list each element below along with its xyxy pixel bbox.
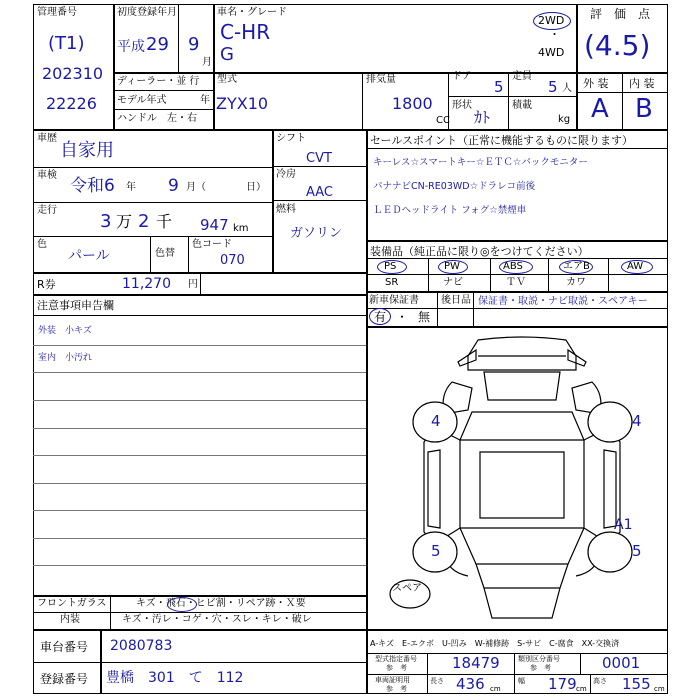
katashiki-label: 型式: [217, 74, 237, 85]
shodo-label: 初度登録年月: [117, 7, 177, 18]
month-unit: 月: [202, 57, 212, 68]
shaken-sho-sankou: 参 考: [386, 685, 407, 693]
kg: kg: [558, 114, 571, 125]
kohin-label: 後日品: [441, 295, 471, 306]
haba: 179: [548, 675, 577, 693]
man: 万: [116, 212, 133, 231]
kanri-num: 22226: [46, 94, 97, 113]
mark-front-left: 4: [431, 412, 441, 430]
shaken-month: 9: [168, 176, 179, 196]
ruibetsu: 0001: [602, 654, 641, 672]
equipment-label: 装備品（純正品に限り◎をつけてください）: [370, 245, 589, 258]
mark-rear-right: 5: [632, 542, 642, 560]
naga-cm: cm: [490, 685, 501, 693]
damage-legend: A-キズ E-エクボ U-凹み W-補修跡 S-サビ C-腐食 XX-交換済: [370, 639, 620, 648]
equip-leather: カワ: [566, 277, 586, 288]
notes-label: 注意事項申告欄: [37, 299, 114, 312]
recycle-value: 11,270: [122, 276, 171, 292]
katashiki: ZYX10: [216, 94, 269, 113]
spare-label: スペア: [392, 583, 422, 594]
kanri-code: (T1): [48, 33, 85, 54]
touroku-label: 登録番号: [40, 672, 89, 686]
gaiso-grade: A: [591, 94, 609, 124]
notes-line-1: 外装 小キズ: [38, 326, 92, 336]
kanri-label: 管理番号: [37, 7, 77, 18]
sen: 千: [156, 212, 173, 231]
irogae-label: 色替: [155, 248, 175, 259]
equip-airbag: エアB: [563, 261, 590, 272]
shareki-label: 車歴: [37, 133, 57, 144]
equip-abs: ABS: [503, 261, 523, 272]
naiso-options: キズ・汚レ・コゲ・穴・スレ・キレ・破レ: [122, 614, 312, 625]
recycle-label: R券: [37, 278, 56, 291]
naga-label: 長さ: [430, 677, 444, 685]
selling-label: セールスポイント（正常に機能するものに限ります）: [370, 134, 634, 147]
haba-cm: cm: [576, 685, 587, 693]
color-code-label: 色コード: [192, 239, 232, 250]
soko-label: 走行: [37, 205, 57, 216]
year: 29: [146, 34, 169, 55]
mark-front-right: 4: [632, 412, 642, 430]
equip-aw: AW: [627, 261, 644, 272]
teiin-unit: 人: [562, 83, 572, 94]
warranty-yes: 有: [374, 310, 387, 324]
drive-dot: ・: [549, 28, 560, 41]
kohin: 保証書・取説・ナビ取説・スペアキー: [478, 296, 648, 307]
car-name: C-HR: [220, 20, 271, 44]
mark-rear-left: 5: [431, 542, 441, 560]
shadai-label: 車台番号: [40, 640, 89, 654]
equip-tv: ＴＶ: [506, 277, 526, 288]
teiin-label: 定員: [512, 71, 532, 82]
drive-4wd: 4WD: [538, 46, 565, 59]
dealer-label: ディーラー・並 行: [117, 76, 200, 87]
iro: パール: [68, 248, 110, 264]
naiso-options-label: 内装: [60, 614, 80, 625]
cc: CC: [436, 115, 450, 126]
warranty-label: 新車保証書: [369, 295, 419, 306]
sha-label: 車名・グレード: [217, 7, 287, 18]
keijo-label: 形状: [452, 100, 472, 111]
notes-line-2: 室内 小汚れ: [38, 353, 93, 363]
soko-rest: 947: [200, 216, 229, 234]
grade: G: [220, 44, 234, 65]
shaken-sho-label: 車両証明用: [375, 676, 410, 684]
ruibetsu-sankou: 参 考: [530, 664, 551, 672]
nenryo: ガソリン: [290, 226, 343, 241]
door-label: ドア: [452, 71, 472, 82]
soko-man: 3: [100, 211, 112, 232]
shareki: 自家用: [60, 140, 114, 161]
taka: 155: [622, 675, 651, 693]
haba-label: 幅: [518, 677, 525, 685]
reikyaku-label: 冷房: [276, 169, 296, 180]
equip-pw: PW: [444, 261, 460, 272]
door: 5: [494, 78, 504, 96]
sekisai-label: 積載: [512, 100, 532, 111]
keijo: ｶﾄ: [474, 108, 491, 127]
era: 平成: [117, 39, 145, 55]
haiki: 1800: [392, 94, 433, 113]
equip-navi: ナビ: [443, 277, 463, 288]
nenryo-label: 燃料: [276, 204, 296, 215]
km: km: [233, 223, 249, 234]
katashiki-sankou: 参 考: [386, 664, 407, 672]
month: 9: [188, 34, 200, 55]
color-code: 070: [220, 253, 245, 268]
drive-2wd: 2WD: [538, 14, 565, 27]
equip-ps: PS: [384, 261, 397, 272]
touroku-number: 豊橋 301 て 112: [106, 670, 244, 686]
warranty-dot: ・: [396, 310, 409, 324]
iro-label: 色: [37, 239, 47, 250]
car-diagram: [380, 332, 664, 628]
front-glass-circle: [167, 597, 197, 612]
katashiki-shitei-label: 型式指定番号: [375, 655, 417, 663]
shaken-era: 令和6: [70, 176, 115, 196]
recycle-unit: 円: [188, 279, 198, 290]
shaken-label: 車検: [37, 170, 57, 181]
naiso-grade: B: [635, 94, 653, 124]
gaiso-label: 外 装: [583, 77, 609, 90]
model-label: モデル年式: [117, 95, 167, 106]
teiin: 5: [548, 78, 558, 96]
model-year-unit: 年: [200, 95, 210, 106]
selling-line-2: パナナビCN-RE03WD☆ドラレコ前後: [373, 181, 536, 192]
mark-a1: A1: [614, 517, 633, 533]
equip-sr: SR: [385, 277, 399, 288]
handle-label: ハンドル 左・右: [117, 113, 197, 124]
front-glass-label: フロントガラス: [37, 598, 107, 609]
taka-cm: cm: [654, 685, 665, 693]
selling-line-3: ＬＥＤヘッドライト フォグ☆禁煙車: [373, 205, 527, 216]
ruibetsu-label: 類別区分番号: [518, 655, 560, 663]
hyoka-label: 評 価 点: [590, 7, 651, 21]
warranty-no: 無: [418, 310, 431, 324]
shift-label: シフト: [276, 133, 306, 144]
reikyaku: AAC: [306, 185, 333, 200]
soko-sen: 2: [138, 211, 150, 232]
shadai-number: 2080783: [110, 638, 173, 654]
kanri-date: 202310: [42, 64, 104, 83]
katashiki-shitei: 18479: [452, 654, 500, 672]
tsuki: 月（: [186, 182, 206, 193]
score: (4.5): [584, 29, 651, 62]
naga: 436: [456, 675, 485, 693]
taka-label: 高さ: [593, 677, 607, 685]
nen: 年: [126, 182, 136, 193]
front-glass-options: キズ・飛石・ヒビ割・リペア跡・Ｘ要: [136, 598, 306, 609]
selling-line-1: キーレス☆スマートキー☆ＥＴＣ☆バックモニター: [373, 157, 588, 168]
naiso-label: 内 装: [629, 77, 655, 90]
shift: CVT: [306, 151, 332, 166]
close: 日）: [246, 182, 266, 193]
haiki-label: 排気量: [366, 74, 396, 85]
